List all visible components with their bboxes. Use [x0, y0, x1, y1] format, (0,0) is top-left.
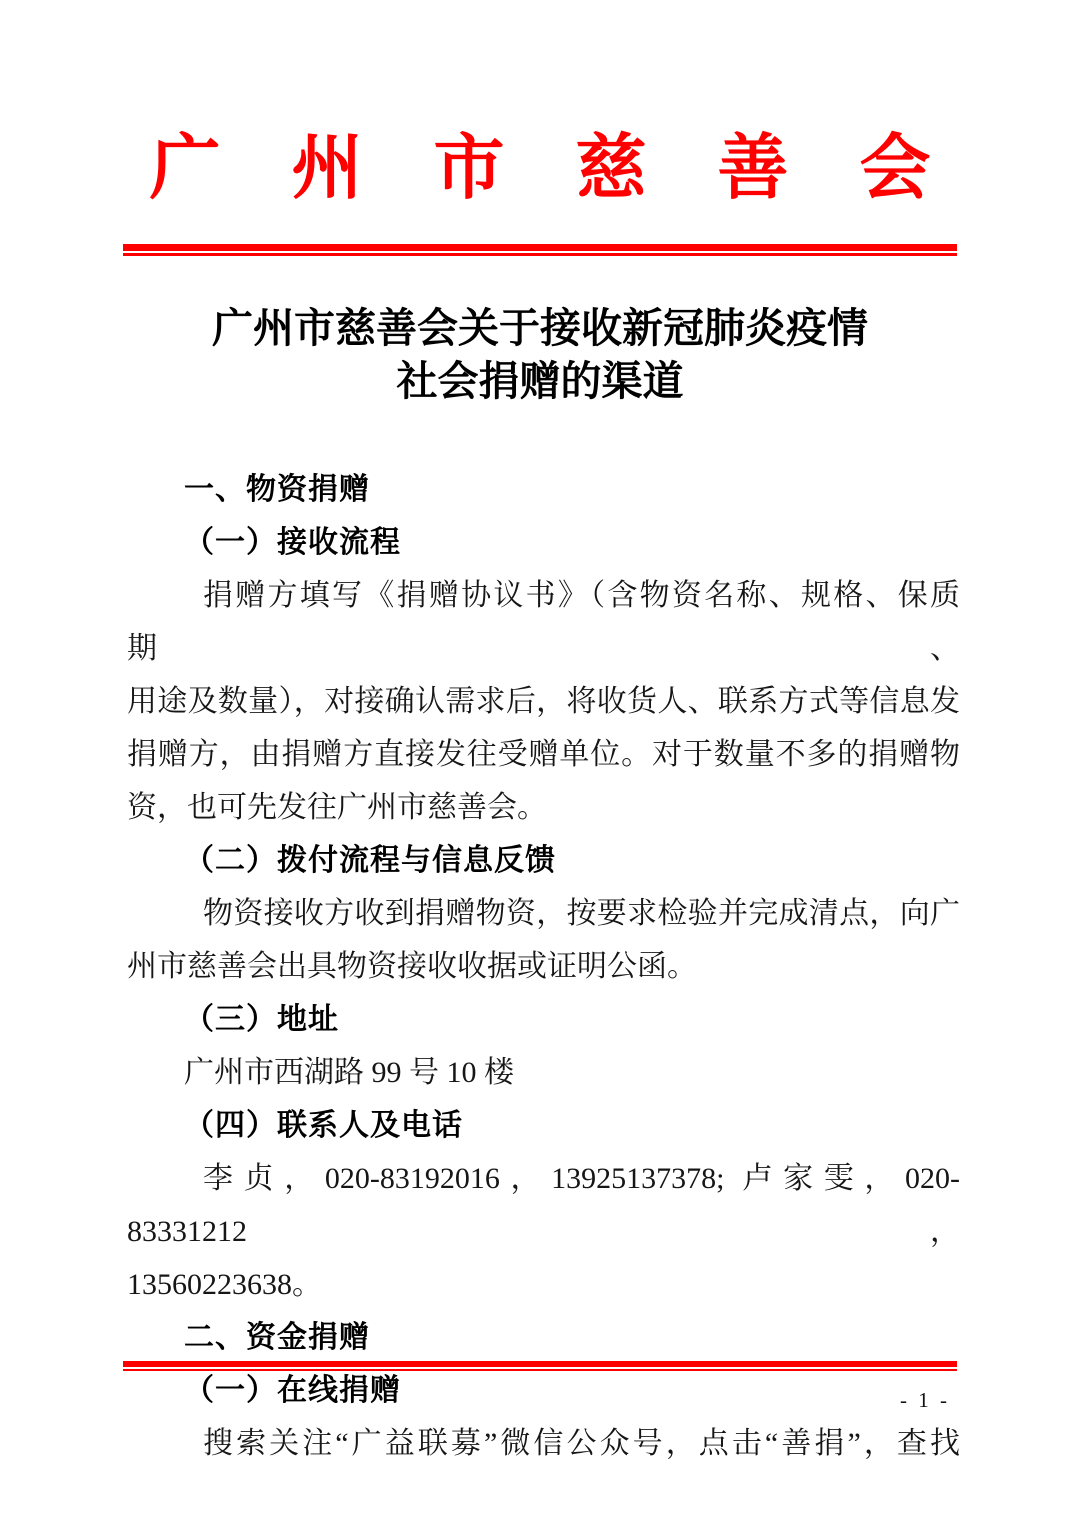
paragraph-line: 资，也可先发往广州市慈善会。: [127, 791, 547, 824]
paragraph-line: 捐赠方，由捐赠方直接发往受赠单位。对于数量不多的捐赠物: [127, 738, 960, 771]
letterhead-rule: [123, 244, 957, 256]
subsection-2-1-heading: （一）在线捐赠: [184, 1374, 401, 1407]
paragraph-line: 捐赠方填写《捐赠协议书》（含物资名称、规格、保质期、: [127, 579, 960, 665]
letterhead-rule-thin: [123, 253, 957, 256]
contact-line: 13560223638。: [127, 1268, 322, 1301]
paragraph-line: 州市慈善会出具物资接收收据或证明公函。: [127, 950, 697, 983]
letterhead-rule-thick: [123, 244, 957, 251]
letterhead-org-name: 广 州 市 慈 善 会: [149, 130, 931, 208]
page-number: - 1 -: [900, 1388, 950, 1412]
address-line: 广州市西湖路 99 号 10 楼: [184, 1056, 514, 1089]
section-2-heading: 二、资金捐赠: [184, 1321, 370, 1354]
document-body: [127, 463, 960, 1470]
document-title-line2: 社会捐赠的渠道: [396, 358, 684, 404]
footer-rule: [123, 1361, 957, 1371]
paragraph-line: 物资接收方收到捐赠物资，按要求检验并完成清点，向广: [203, 897, 960, 930]
footer-rule-thin: [123, 1369, 957, 1371]
subsection-1-1-heading: （一）接收流程: [184, 526, 401, 559]
paragraph-line: 搜索关注“广益联募”微信公众号，点击“善捐”，查找: [203, 1427, 960, 1460]
subsection-1-4-heading: （四）联系人及电话: [184, 1109, 463, 1142]
section-1-heading: 一、物资捐赠: [184, 473, 370, 506]
subsection-1-3-heading: （三）地址: [184, 1003, 339, 1036]
paragraph-line: 用途及数量），对接确认需求后，将收货人、联系方式等信息发: [127, 685, 960, 718]
document-title-line1: 广州市慈善会关于接收新冠肺炎疫情: [212, 305, 868, 351]
subsection-1-2-heading: （二）拨付流程与信息反馈: [184, 844, 556, 877]
contact-line: 李贞，020-83192016，13925137378; 卢家雯，020-83331212，: [127, 1162, 960, 1248]
document-title: [100, 302, 980, 408]
